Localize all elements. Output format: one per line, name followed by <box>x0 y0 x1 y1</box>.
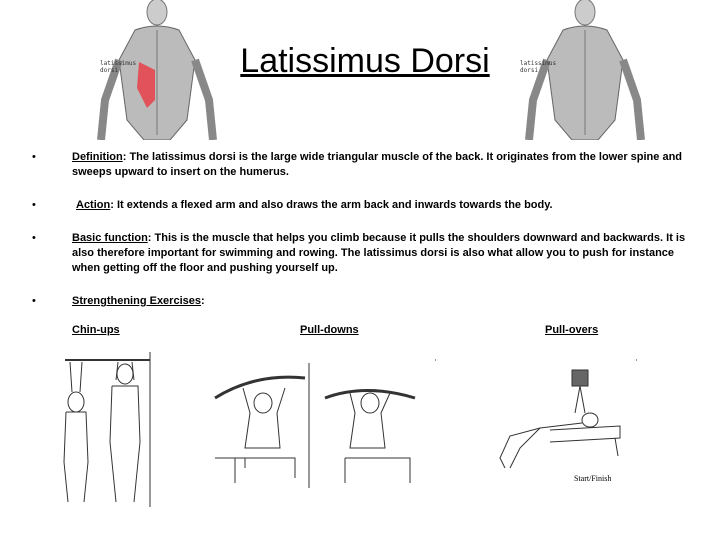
exercise-label-chinups: Chin-ups <box>72 324 120 336</box>
function-term: Basic function <box>72 232 148 244</box>
figure-label: latissimus dorsi <box>100 60 137 74</box>
definition-term: Definition <box>72 151 123 163</box>
bullet-dot: • <box>32 199 36 211</box>
bullet-definition <box>30 150 700 180</box>
bullet-dot: • <box>32 295 36 307</box>
exercise-label-pullovers: Pull-overs <box>545 324 599 336</box>
action-term: Action <box>76 199 111 211</box>
exercises-text: : <box>201 295 205 307</box>
pulldowns-illustration <box>205 358 440 488</box>
bullet-exercises <box>30 294 700 309</box>
bullet-action <box>30 198 700 213</box>
page-title: Latissimus Dorsi <box>240 42 490 80</box>
pullover-caption: Start/Finish <box>574 474 612 483</box>
pullovers-illustration <box>430 358 645 488</box>
back-anatomy-figure-right <box>515 0 665 140</box>
function-text: : This is the muscle that helps you climb because it pulls the shoulders downward and backwards. It is also therefore important for swimming and rowing. The latissimus dorsi is also what allow you to push for instance when getting off the floor and pushing yourself up. <box>72 232 686 274</box>
bullet-list <box>30 150 700 327</box>
exercises-term: Strengthening Exercises <box>72 295 201 307</box>
chinups-illustration <box>60 352 155 507</box>
definition-text: : The latissimus dorsi is the large wide triangular muscle of the back. It originates from the lower spine and sweeps upward to insert on the humerus. <box>72 151 683 178</box>
bullet-dot: • <box>32 232 36 244</box>
bullet-dot: • <box>32 151 36 163</box>
figure-label: latissimus dorsi <box>520 60 557 74</box>
bullet-function <box>30 231 700 276</box>
back-anatomy-figure-left <box>95 0 245 140</box>
exercise-label-pulldowns: Pull-downs <box>300 324 359 336</box>
action-text: : It extends a flexed arm and also draws the arm back and inwards towards the body. <box>110 199 553 211</box>
